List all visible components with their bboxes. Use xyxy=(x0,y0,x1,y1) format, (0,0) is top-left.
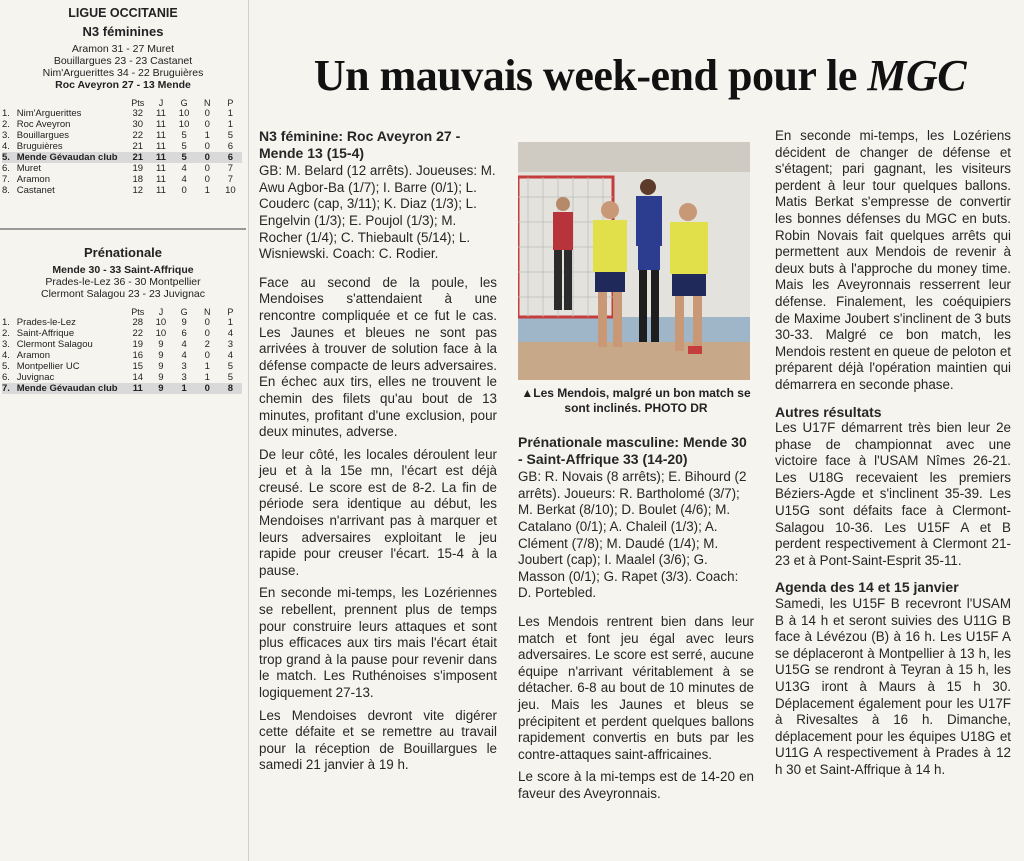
stat-cell: 0 xyxy=(204,119,210,130)
match-heading: Prénationale masculine: Mende 30 - Saint-Affrique 33 (14-20) xyxy=(518,434,747,467)
section-heading: Agenda des 14 et 15 janvier xyxy=(775,579,959,596)
section-heading: Autres résultats xyxy=(775,403,882,420)
paragraph: Les Mendois rentrent bien dans leur match et font jeu égal avec leurs adversaires. Le score est serré, aucune équipe n'arrivant véritablement à se détacher. 6-8 au bout de 10 minutes de jeu. Mais les Jaunes et bleus se précipitent et perdent quelques ballons rapidement convertis en buts par les contre-attaques saint-affricaines. xyxy=(518,613,754,762)
stat-cell: 3 xyxy=(181,361,187,372)
stat-cell: 2 xyxy=(204,339,210,350)
team-cell: Clermont Salagou xyxy=(16,339,93,350)
paragraph: En seconde mi-temps, les Lozériennes se rebellent, prennent plus de temps pour construire leurs attaques et sont plus efficaces aux tirs mais l'écart était trop grand à la pause pour revenir dans le match. Les Ruthénoises s'imposent logiquement 27-13. xyxy=(259,585,497,700)
table-row xyxy=(2,185,242,196)
column-header: J xyxy=(158,97,164,108)
stat-cell: 1 xyxy=(227,317,234,328)
team-cell: Nim'Arguerittes xyxy=(16,108,82,119)
rank-cell: 5. xyxy=(2,152,17,163)
stat-cell: 5 xyxy=(227,130,234,141)
team-cell: Castanet xyxy=(16,185,55,196)
stat-cell: 19 xyxy=(132,339,144,350)
table-row xyxy=(2,163,242,174)
team-cell: Montpellier UC xyxy=(16,361,80,372)
stat-cell: 7 xyxy=(227,174,234,185)
stat-cell: 7 xyxy=(227,163,234,174)
headline-text: Un mauvais week-end pour le xyxy=(313,51,868,100)
stat-cell: 9 xyxy=(158,350,164,361)
divider xyxy=(0,228,246,230)
paragraph: Les U17F démarrent très bien leur 2e phase de championnat avec une victoire face à l'USAM Nîmes 26-21. Les U18G recevaient les premiers Béziers-Agde et s'inclinent 35-39. Les U15G sont défaits face à Clermont-Salagou 10-36. Les U15F A et B perdent respectivement à Clermont 21-23 et à Pont-Saint-Esprit 35-11. xyxy=(775,420,1011,568)
team-cell: Mende Gévaudan club xyxy=(17,152,126,163)
stat-cell: 11 xyxy=(149,152,172,163)
stat-cell: 9 xyxy=(158,372,164,383)
stat-cell: 1 xyxy=(204,361,210,372)
paragraph: Les Mendoises devront vite digérer cette défaite et se remettre au travail pour la réception de Bouillargues le samedi 21 janvier à 19 h. xyxy=(259,707,497,773)
stat-cell: 5 xyxy=(227,372,234,383)
stat-cell: 4 xyxy=(181,174,187,185)
table-row xyxy=(2,361,242,372)
team-cell: Bouillargues xyxy=(16,130,70,141)
table-row xyxy=(2,108,242,119)
stat-cell: 30 xyxy=(132,119,144,130)
headline-italic: MGC xyxy=(867,51,967,100)
stat-cell: 19 xyxy=(132,163,144,174)
team-cell: Saint-Affrique xyxy=(16,328,75,339)
stat-cell: 1 xyxy=(204,185,210,196)
rank-cell: 2. xyxy=(2,328,10,339)
rank-cell: 5. xyxy=(2,361,10,372)
stat-cell: 0 xyxy=(204,174,210,185)
rank-cell: 1. xyxy=(2,317,10,328)
n3-result: Nim'Arguerittes 34 - 22 Bruguières xyxy=(42,67,204,79)
stat-cell: 1 xyxy=(204,130,210,141)
n3-title: N3 féminines xyxy=(82,24,164,39)
stat-cell: 0 xyxy=(204,108,210,119)
stat-cell: 3 xyxy=(227,339,234,350)
stat-cell: 9 xyxy=(158,339,164,350)
stat-cell: 5 xyxy=(181,141,187,152)
stat-cell: 21 xyxy=(126,152,149,163)
stat-cell: 10 xyxy=(155,328,167,339)
paragraph: Face au second de la poule, les Mendoises s'attendaient à une rencontre compliquée et ce fut le cas. Les Jaunes et bleues ne sont pas arrivées à trouver de solution face à la défense compacte de leurs adversaires. En échec aux tirs, elles ne trouvent le chemin des filets qu'au bout de 13 minutes, profitant d'une exclusion, pour deux minutes, adverse. xyxy=(259,274,497,440)
stat-cell: 6 xyxy=(227,141,234,152)
stat-cell: 6 xyxy=(219,152,242,163)
stat-cell: 32 xyxy=(132,108,144,119)
stat-cell: 10 xyxy=(225,185,236,196)
stat-cell: 5 xyxy=(181,130,187,141)
stat-cell: 10 xyxy=(178,119,190,130)
table-row xyxy=(2,141,242,152)
rank-cell: 7. xyxy=(2,383,17,394)
article-column-1 xyxy=(259,128,497,780)
table-row xyxy=(2,383,242,394)
stat-cell: 4 xyxy=(181,350,187,361)
team-cell: Prades-le-Lez xyxy=(16,317,76,328)
column-header: N xyxy=(204,306,211,317)
stat-cell: 11 xyxy=(156,174,166,185)
rank-cell: 4. xyxy=(2,350,10,361)
stat-cell: 11 xyxy=(156,130,166,141)
stat-cell: 10 xyxy=(155,317,167,328)
stat-cell: 6 xyxy=(181,328,187,339)
stat-cell: 4 xyxy=(227,328,234,339)
prenat-result: Mende 30 - 33 Saint-Affrique xyxy=(52,264,194,276)
rank-cell: 7. xyxy=(2,174,10,185)
table-row xyxy=(2,119,242,130)
stat-cell: 12 xyxy=(132,185,144,196)
handball-players-image xyxy=(518,142,750,380)
stat-cell: 11 xyxy=(156,119,166,130)
team-cell: Juvignac xyxy=(16,372,55,383)
article-column-2 xyxy=(518,434,754,808)
table-row xyxy=(2,152,242,163)
match-heading: N3 féminine: Roc Aveyron 27 - Mende 13 (15-4) xyxy=(259,128,461,161)
stat-cell: 9 xyxy=(158,361,164,372)
lineup: GB: M. Belard (12 arrêts). Joueuses: M. Awu Agbor-Ba (1/7); I. Barre (0/1); L. Couderc (cap, 3/11); K. Diaz (1/3); L. Engelvin (1/3); E. Poujol (1/3); M. Rocher (1/4); C. Thiebault (5/14); L. Wisniewski. Coach: C. Rodier. xyxy=(259,163,496,262)
table-row xyxy=(2,317,242,328)
stat-cell: 11 xyxy=(126,383,149,394)
stat-cell: 8 xyxy=(219,383,242,394)
paragraph: En seconde mi-temps, les Lozériens décident de changer de défense et s'étagent; pari gagnant, les visiteurs perdent à leur tour quelques ballons. Matis Berkat s'empresse de convertir les bonnes défenses du MGC en buts. Robin Novais fait quelques arrêts qui permettent aux Mendois de revenir à deux buts à l'approche du money time. Mais les Aveyronnais resserrent leur défense. Finalement, les coéquipiers de Maxime Joubert s'inclinent de 3 buts 30-33. Malgré ce bon match, les Mendois restent en queue de peloton et préparent déjà l'opération maintien qui démarrera en seconde phase. xyxy=(775,128,1011,392)
stat-cell: 9 xyxy=(181,317,187,328)
standings-panel xyxy=(0,0,246,430)
rank-cell: 8. xyxy=(2,185,10,196)
column-header: Pts xyxy=(131,306,145,317)
stat-cell: 16 xyxy=(132,350,144,361)
stat-cell: 3 xyxy=(181,372,187,383)
stat-cell: 5 xyxy=(227,361,234,372)
lineup: GB: R. Novais (8 arrêts); E. Bihourd (2 arrêts). Joueurs: R. Bartholomé (3/7); M. Berkat (8/10); D. Boulet (4/6); M. Catalano (0/1); A. Chaleil (1/3); A. Clément (7/8); M. Daudé (1/4); M. Joubert (cap); I. Maalel (3/6); G. Masson (0/1); G. Rapet (3/3). Coach: D. Portebled. xyxy=(518,469,747,601)
stat-cell: 0 xyxy=(204,163,210,174)
team-cell: Aramon xyxy=(16,350,50,361)
stat-cell: 4 xyxy=(181,339,187,350)
stat-cell: 28 xyxy=(132,317,144,328)
rank-cell: 4. xyxy=(2,141,10,152)
league-title: LIGUE OCCITANIE xyxy=(68,6,178,20)
prenat-title: Prénationale xyxy=(83,245,163,260)
n3-result: Aramon 31 - 27 Muret xyxy=(71,43,175,55)
column-header: G xyxy=(180,97,188,108)
stat-cell: 5 xyxy=(173,152,196,163)
rank-cell: 2. xyxy=(2,119,10,130)
stat-cell: 0 xyxy=(181,185,187,196)
stat-cell: 4 xyxy=(181,163,187,174)
team-cell: Aramon xyxy=(16,174,50,185)
photo-caption: ▲Les Mendois, malgré un bon match se sont inclinés. PHOTO DR xyxy=(521,386,751,415)
paragraph: Samedi, les U15F B recevront l'USAM B à 14 h et seront suivies des U11G B face à Lévézou (B) à 16 h. Les U15F A se déplaceront à Montpellier à 13 h, les U15G se rendront à Teyran à 15 h, les U13G iront à Maurs à 15 h 30. Déplacement également pour les U17F à Rivesaltes à 16 h. Dimanche, déplacement pour les équipes U18G et U11G A respectivement à Prades à 12 h 30 et Saint-Affrique à 14 h. xyxy=(775,596,1011,777)
n3-result: Bouillargues 23 - 23 Castanet xyxy=(53,55,193,67)
rank-cell: 3. xyxy=(2,130,10,141)
stat-cell: 11 xyxy=(156,163,166,174)
match-photo xyxy=(518,142,750,380)
stat-cell: 1 xyxy=(173,383,196,394)
stat-cell: 10 xyxy=(178,108,190,119)
stat-cell: 0 xyxy=(204,317,210,328)
article-column-3 xyxy=(775,128,1011,785)
stat-cell: 11 xyxy=(156,185,166,196)
rank-cell: 3. xyxy=(2,339,10,350)
stat-cell: 1 xyxy=(227,119,234,130)
stat-cell: 1 xyxy=(204,372,210,383)
column-header: N xyxy=(204,97,211,108)
table-row xyxy=(2,350,242,361)
column-header: J xyxy=(158,306,164,317)
table-row xyxy=(2,339,242,350)
paragraph: Le score à la mi-temps est de 14-20 en faveur des Aveyronnais. xyxy=(518,769,754,801)
stat-cell: 18 xyxy=(132,174,144,185)
team-cell: Muret xyxy=(16,163,42,174)
stat-cell: 1 xyxy=(227,108,234,119)
n3-result: Roc Aveyron 27 - 13 Mende xyxy=(55,79,191,91)
prenat-result: Clermont Salagou 23 - 23 Juvignac xyxy=(40,288,205,300)
table-row xyxy=(2,130,242,141)
team-cell: Bruguières xyxy=(16,141,63,152)
team-cell: Roc Aveyron xyxy=(16,119,71,130)
prenat-result: Prades-le-Lez 36 - 30 Montpellier xyxy=(45,276,201,288)
stat-cell: 11 xyxy=(156,108,166,119)
stat-cell: 14 xyxy=(132,372,144,383)
stat-cell: 4 xyxy=(227,350,234,361)
team-cell: Mende Gévaudan club xyxy=(17,383,126,394)
n3-standings-table xyxy=(2,97,242,196)
column-divider xyxy=(248,0,249,861)
prenat-standings-table xyxy=(2,306,242,394)
stat-cell: 11 xyxy=(156,141,166,152)
stat-cell: 0 xyxy=(204,328,210,339)
column-header: P xyxy=(227,306,234,317)
column-header: G xyxy=(180,306,188,317)
rank-cell: 6. xyxy=(2,372,10,383)
headline xyxy=(260,50,1020,101)
stat-cell: 15 xyxy=(132,361,144,372)
rank-cell: 1. xyxy=(2,108,10,119)
table-row xyxy=(2,174,242,185)
stat-cell: 0 xyxy=(196,383,219,394)
stat-cell: 22 xyxy=(132,328,144,339)
stat-cell: 22 xyxy=(132,130,144,141)
table-row xyxy=(2,372,242,383)
stat-cell: 0 xyxy=(204,350,210,361)
column-header: P xyxy=(227,97,234,108)
stat-cell: 0 xyxy=(196,152,219,163)
table-row xyxy=(2,328,242,339)
stat-cell: 9 xyxy=(149,383,172,394)
stat-cell: 21 xyxy=(132,141,144,152)
column-header: Pts xyxy=(131,97,145,108)
stat-cell: 0 xyxy=(204,141,210,152)
rank-cell: 6. xyxy=(2,163,10,174)
paragraph: De leur côté, les locales déroulent leur jeu et à la 15e mn, l'écart est déjà creusé. Le score est de 8-2. La fin de période sera identique au début, les Mendoises n'arrivant pas à marquer et leurs adversaires exploitant le jeu rapide pour creuser l'écart. 15-4 à la pause. xyxy=(259,446,497,578)
